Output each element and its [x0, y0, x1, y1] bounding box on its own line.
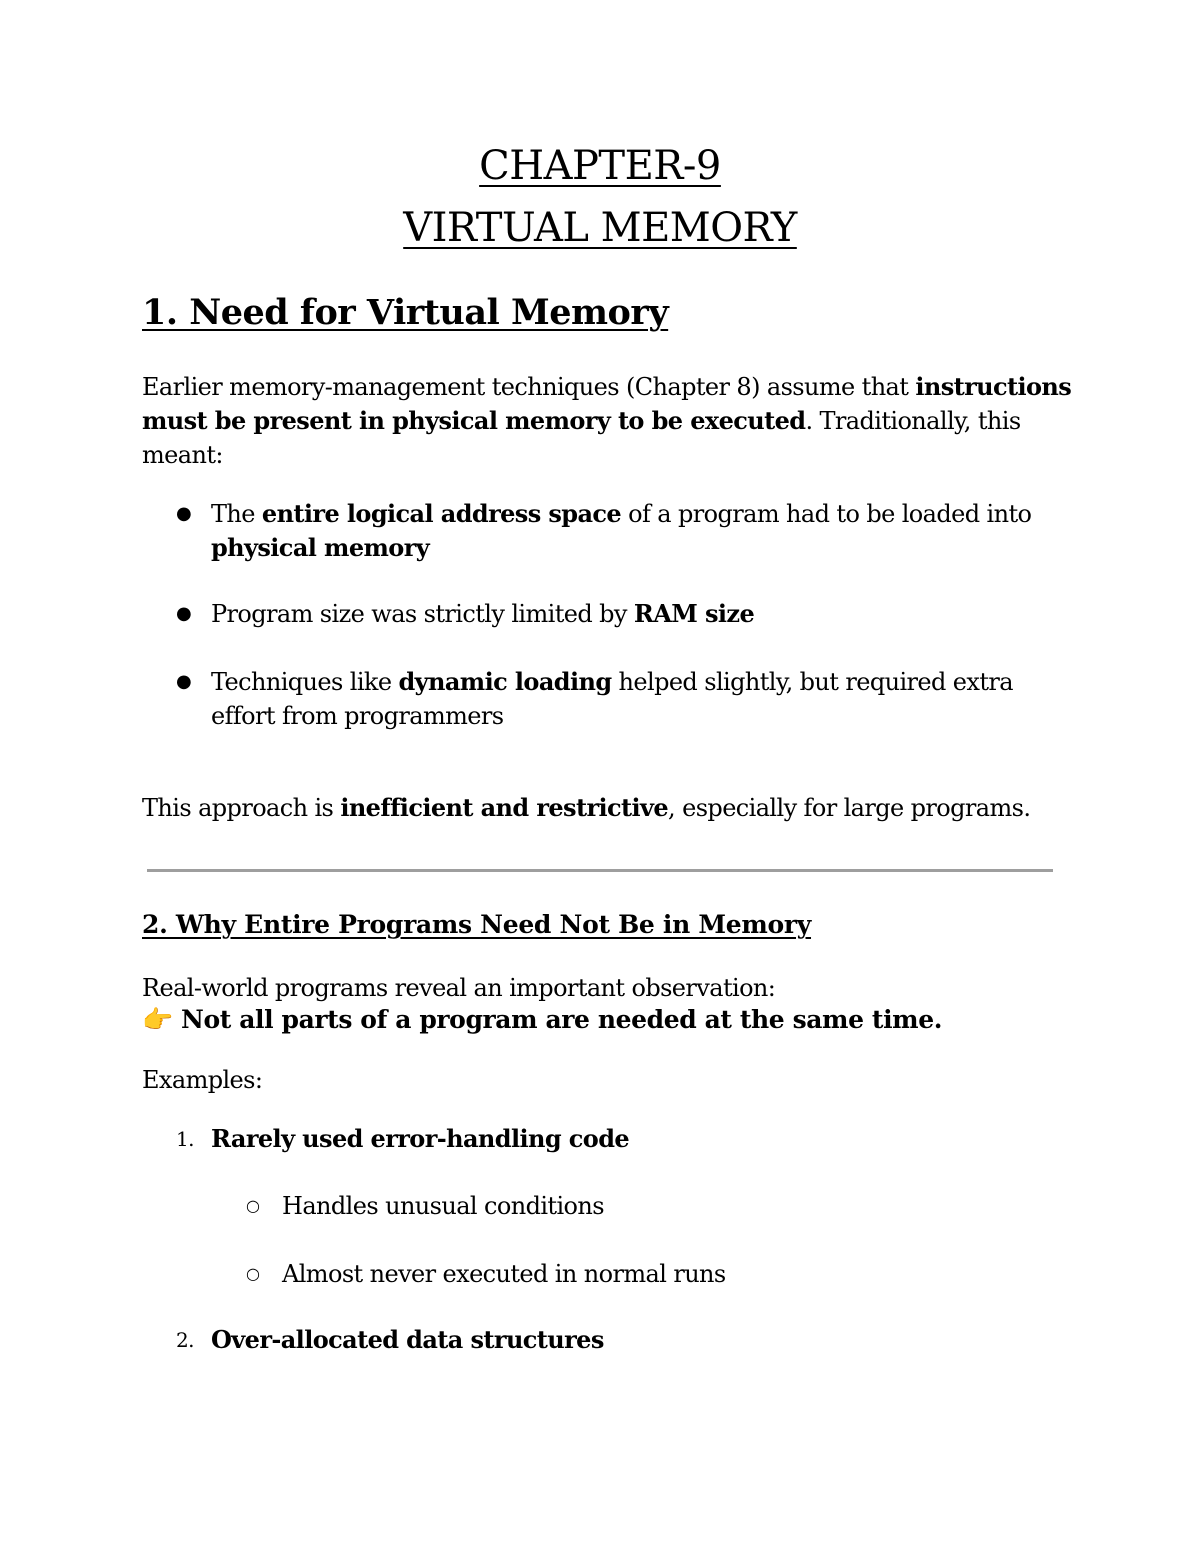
- numbered-item-title: Over-allocated data structures: [211, 1325, 604, 1354]
- circle-bullet-icon: ○: [246, 1196, 260, 1215]
- section-1-conclusion: This approach is inefficient and restrictive, especially for large programs.: [142, 793, 1031, 822]
- bullet-dot-icon: ●: [176, 503, 192, 524]
- bullet-dot-icon: ●: [176, 603, 192, 624]
- list-number: 2.: [176, 1328, 194, 1352]
- observation-intro: Real-world programs reveal an important observation:: [142, 974, 776, 1002]
- horizontal-divider: [147, 869, 1053, 872]
- bullet-text: Program size was strictly limited by RAM size: [211, 599, 755, 628]
- section-1-heading: 1. Need for Virtual Memory: [142, 292, 669, 333]
- numbered-item-title: Rarely used error-handling code: [211, 1124, 630, 1153]
- pointing-hand-icon: 👉: [142, 1005, 173, 1034]
- bullet-dot-icon: ●: [176, 671, 192, 692]
- bullet-text: The entire logical address space of a program had to be loaded into physical memory: [211, 499, 1032, 562]
- section-2-heading: 2. Why Entire Programs Need Not Be in Memory: [142, 910, 812, 939]
- chapter-number: CHAPTER-9: [479, 143, 721, 189]
- chapter-title: VIRTUAL MEMORY: [403, 205, 797, 251]
- list-number: 1.: [176, 1127, 194, 1151]
- circle-bullet-icon: ○: [246, 1264, 260, 1283]
- examples-label: Examples:: [142, 1066, 263, 1094]
- bullet-text: Techniques like dynamic loading helped slightly, but required extra effort from programmers: [211, 667, 1013, 730]
- section-1-intro-paragraph: Earlier memory-management techniques (Chapter 8) assume that instructions must be present in physical memory to be executed. Traditionally, this meant:: [142, 372, 1072, 469]
- document-page: CHAPTER-9 VIRTUAL MEMORY 1. Need for Virtual Memory Earlier memory-management techniques (Chapter 8) assume that instructions must be present in physical memory to be executed. Traditionally, this meant: ● The entire logical address space of a program had to be loaded into physical memory ● Program size was strictly limited by RAM size ● Techniques like dynamic loading helped slightly, but required extra effort from programmers This approach is inefficient and restrictive, especially for large programs. 2. Why Entire Programs Need Not Be in Memory Real-world programs reveal an important observation: 👉 Not all parts of a program are needed at the same time. Examples: 1. Rarely used error-handling code ○ Handles unusual conditions ○ Almost never executed in normal runs 2. Over-allocated data structures: [0, 0, 1200, 1553]
- key-observation: 👉 Not all parts of a program are needed at the same time.: [142, 1005, 943, 1034]
